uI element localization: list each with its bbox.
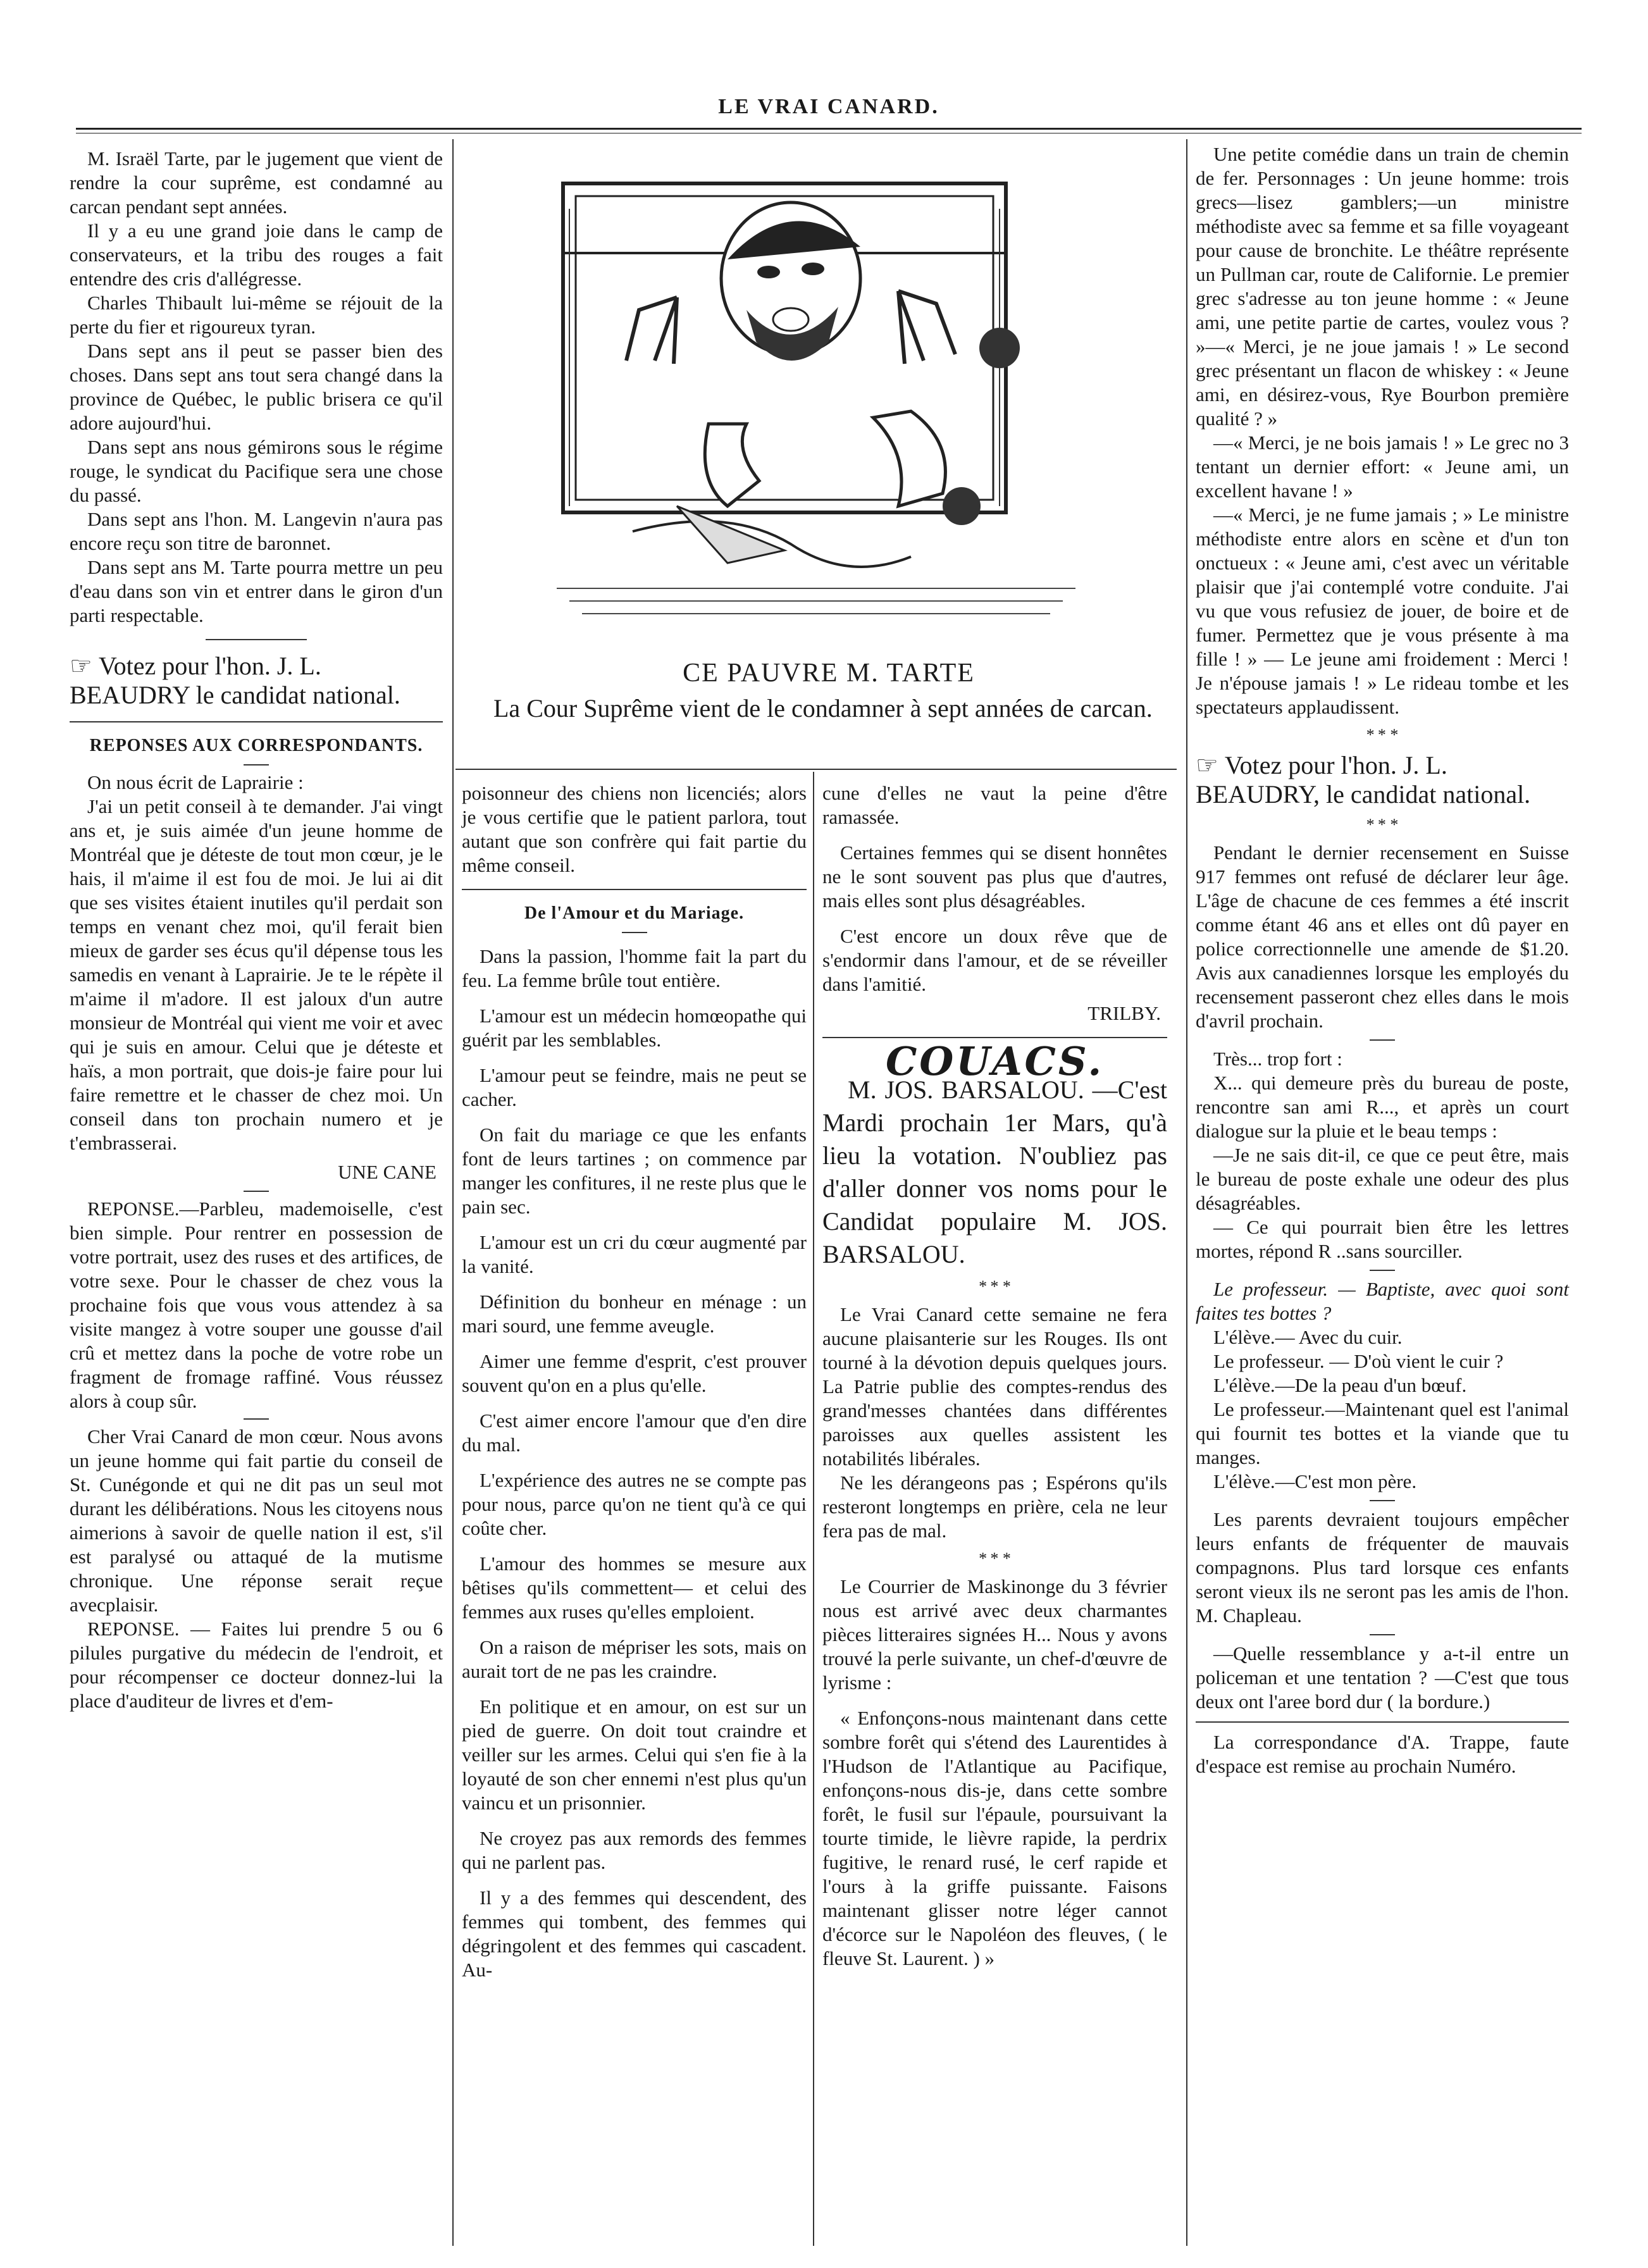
maxim: L'amour est un médecin homœopathe qui guérit par les semblables. <box>462 1005 807 1051</box>
article-paragraph: Dans sept ans M. Tarte pourra mettre un peu d'eau dans son vin et entrer dans le giron d'un parti respectable. <box>70 556 443 626</box>
signature: TRILBY. <box>1087 1002 1161 1024</box>
masthead-rule <box>76 128 1582 130</box>
maxim: Définition du bonheur en ménage : un mari sourd, une femme aveugle. <box>462 1291 807 1337</box>
vote-notice <box>70 652 443 710</box>
section-rule <box>1370 1270 1395 1271</box>
right-foot <box>873 411 945 506</box>
maxim: En politique et en amour, on est sur un pied de guerre. On doit tout craindre et veiller sur les armes. Celui qui s'en fie à la loyauté de son cher ennemi n'est plus qu'un vaincu et un prisonnier. <box>462 1695 807 1814</box>
section-rule <box>244 1418 269 1420</box>
column-3 <box>822 781 1167 1971</box>
section-rule <box>70 721 443 722</box>
section-heading: REPONSES AUX CORRESPONDANTS. <box>89 736 423 755</box>
maxim: Aimer une femme d'esprit, c'est prouver souvent qu'on en a plus qu'elle. <box>462 1350 807 1396</box>
article-paragraph: Dans sept ans il peut se passer bien des choses. Dans sept ans tout sera changé dans la province de Québec, le public brisera ce qu'il adore aujourd'hui. <box>70 340 443 434</box>
section-rule <box>244 1191 269 1192</box>
pointing-hand-icon: ☞ <box>1196 751 1218 779</box>
maxim: On a raison de mépriser les sots, mais on aurait tort de ne pas les craindre. <box>462 1636 807 1682</box>
section-rule <box>622 932 647 933</box>
article-paragraph: cune d'elles ne vaut la peine d'être ramassée. <box>822 782 1167 828</box>
article-paragraph: —« Merci, je ne fume jamais ; » Le ministre méthodiste entre alors en scène et d'un ton onctueux : « Jeune ami, c'est avec un véritable plaisir que j'ai contemplé votre conduite. J'ai vu que vous refusiez de jouer, de boire et de fumer. Permettez que je vous présente à ma fille ! » — Le jeune ami froidement : Merci ! Je n'épouse jamais ! » Le rideau tombe et les spectateurs applaudissent. <box>1196 504 1569 718</box>
section-heading-couacs: COUACS. <box>885 1038 1105 1084</box>
cartoon-caption: La Cour Suprême vient de le condamner à sept années de carcan. <box>493 694 1153 722</box>
column-2 <box>462 781 807 1982</box>
article-paragraph: —Quelle ressemblance y a-t-il entre un policeman et une tentation ? —C'est que tous deux ont l'aree bord dur ( la bordure.) <box>1196 1642 1569 1713</box>
cartoon-bottom-rule <box>455 769 1177 770</box>
article-paragraph: Ne les dérangeons pas ; Espérons qu'ils resteront longtemps en prière, cela ne leur fera pas de mal. <box>822 1472 1167 1542</box>
barsalou-notice <box>822 1074 1167 1271</box>
article-paragraph: Dans sept ans l'hon. M. Langevin n'aura pas encore reçu son titre de baronnet. <box>70 508 443 554</box>
letter-body: J'ai un petit conseil à te demander. J'ai vingt ans et, je suis aimée d'un jeune homme de Montréal que je déteste de tout mon cœur, je le hais, il m'aime il est fou de moi. Je lui ai dit que ses visites étaient inutiles qu'il perdait son temps en venant chez moi, qu'il ferait bien mieux de garder ses écus qu'il dépense tous les samedis en venant à Laprairie. Je te le répète il m'aime il m'adore. Il est jaloux d'un autre monsieur de Montréal qui vient me voir et avec qui je suis en amour. Celui que je déteste et haïs, a mon portrait, que dois-je faire pour lui faire remettre et le chasser de chez moi. Un conseil dans ton prochain numero et je t'embrasserai. <box>70 795 443 1154</box>
section-rule <box>1370 1634 1395 1635</box>
quote-paragraph: « Enfonçons-nous maintenant dans cette sombre forêt qui s'étend des Laurentides à l'Hudson de l'Atlantique au Pacifique, enfonçons-nous dis-je, dans cette sombre forêt, le fusil sur l'épaule, poursuivant la tourte timide, le lièvre rapide, la perdrix fugitive, le renard rusé, le cerf rapide et l'ours à la griffe puissante. Faisons maintenant glisser notre léger cannot d'écorce sur le Napoléon des fleuves, ( le fleuve St. Laurent. ) » <box>822 1707 1167 1969</box>
section-rule <box>244 764 269 765</box>
section-rule <box>1370 1039 1395 1041</box>
maxim: L'amour peut se feindre, mais ne peut se cacher. <box>462 1064 807 1110</box>
article-paragraph: Pendant le dernier recensement en Suisse 917 femmes ont refusé de déclarer leur âge. L'âge de chacune de ces femmes a été inscrit comme étant 46 ans et elles ont dû payer en police correctionnelle une amende de $1.20. Avis aux canadiennes lorsque les employés du recensement passeront chez elles dans le mois d'avril prochain. <box>1196 841 1569 1032</box>
asterism: * * * <box>1366 815 1399 834</box>
column-divider <box>1186 139 1187 2246</box>
maxim: L'amour est un cri du cœur augmenté par la vanité. <box>462 1231 807 1277</box>
asterism: * * * <box>1366 726 1399 744</box>
cartoon-title: CE PAUVRE M. TARTE <box>683 659 975 688</box>
letter-body: Cher Vrai Canard de mon cœur. Nous avons un jeune homme qui fait partie du conseil de St. Cunégonde et qui ne dit pas un seul mot durant les délibérations. Nous les citoyens nous aimerions à savoir de quelle nation il est, s'il est paralysé ou attaqué de la mutisme chronique. Une réponse serait reçue avecplaisir. <box>70 1425 443 1616</box>
maxim: Il y a des femmes qui descendent, des femmes qui tombent, des femmes qui dégringolent et des femmes qui cascadent. Au- <box>462 1887 807 1981</box>
left-foot <box>705 424 759 506</box>
column-4 <box>1196 142 1569 1778</box>
dialogue-line: Le professeur. — D'où vient le cuir ? <box>1213 1350 1504 1372</box>
maxim: L'expérience des autres ne se compte pas pour nous, parce qu'on ne tient qu'à ce qui coûte cher. <box>462 1469 807 1539</box>
dialogue-line: Le professeur. — Baptiste, avec quoi sont faites tes bottes ? <box>1196 1278 1569 1324</box>
article-paragraph: X... qui demeure près du bureau de poste, rencontre san ami R..., et après un court dialogue sur la pluie et le beau temps : <box>1196 1072 1569 1142</box>
pointing-hand-icon: ☞ <box>70 652 92 680</box>
ball <box>943 487 981 525</box>
dialogue-line: L'élève.—C'est mon père. <box>1213 1470 1417 1492</box>
maxim: C'est encore un doux rêve que de s'endormir dans l'amour, et de se réveiller dans l'amitié. <box>822 925 1167 995</box>
bird <box>677 506 784 563</box>
article-paragraph: Dans sept ans nous gémirons sous le régime rouge, le syndicat du Pacifique sera une chose du passé. <box>70 436 443 506</box>
section-heading: De l'Amour et du Mariage. <box>524 903 745 923</box>
section-rule <box>206 639 307 640</box>
barsalou-paragraph: M. JOS. BARSALOU. —C'est Mardi prochain 1er Mars, qu'à lieu la votation. N'oubliez pas d'aller donner vos noms pour le Candidat populaire M. JOS. BARSALOU. <box>822 1075 1167 1268</box>
reponse-paragraph: REPONSE.—Parbleu, mademoiselle, c'est bien simple. Pour rentrer en possession de votre portrait, usez des ruses et des artifices, de votre sexe. Pour le chasser de chez vous la prochaine fois que vous vous attendez à sa visite mangez à votre souper une gousse d'ail crû et mettez dans la poche de votre robe un fragment de fromage raffiné. Vous réussez alors à coup sûr. <box>70 1198 443 1412</box>
vote-notice-text: Votez pour l'hon. J. L. BEAUDRY, le candidat national. <box>1196 751 1531 809</box>
article-paragraph: Le Vrai Canard cette semaine ne fera aucune plaisanterie sur les Rouges. Ils ont tourné à la dévotion depuis quelques jours. La Patrie publie des comptes-rendus des grand'messes chantées dans différentes paroisses aux quelles assistent les notabilités libérales. <box>822 1303 1167 1470</box>
article-paragraph: poisonneur des chiens non licenciés; alors je vous certifie que le patient parlora, tout autant que son confrère qui fait partie du même conseil. <box>462 782 807 876</box>
article-paragraph: Charles Thibault lui-même se réjouit de la perte du fier et rigoureux tyran. <box>70 292 443 338</box>
dialogue-line: L'élève.—De la peau d'un bœuf. <box>1213 1374 1467 1396</box>
asterism: * * * <box>979 1277 1011 1296</box>
section-rule <box>462 889 807 890</box>
article-paragraph: Une petite comédie dans un train de chemin de fer. Personnages : Un jeune homme: trois grecs—lisez gamblers;—un ministre méthodiste avec sa femme et sa fille voyageant pour cause de bronchite. Le théâtre représente un Pullman car, route de Californie. Le premier grec s'adresse au ton jeune homme : « Jeune ami, une petite partie de cartes, voulez vous ? »—« Merci, je ne joue jamais ! » Le second grec présentant un flacon de whiskey : « Jeune ami, en désirez-vous, Rye Bourbon première qualité ? » <box>1196 143 1569 430</box>
maxim: L'amour des hommes se mesure aux bêtises qu'ils commettent— et celui des femmes aux ruses qu'elles emploient. <box>462 1552 807 1623</box>
dialogue-line: L'élève.— Avec du cuir. <box>1213 1326 1403 1348</box>
reponse-paragraph: REPONSE. — Faites lui prendre 5 ou 6 pilules purgative du médecin de l'endroit, et pour récompenser ce docteur donnez-lui la place d'auditeur de livres et d'em- <box>70 1618 443 1712</box>
article-paragraph: M. Israël Tarte, par le jugement que vient de rendre la cour suprême, est condamné au carcan pendant sept années. <box>70 147 443 218</box>
article-paragraph: —« Merci, je ne bois jamais ! » Le grec no 3 tentant un dernier effort: « Jeune ami, un excellent havane ! » <box>1196 431 1569 502</box>
dialogue-line: Le professeur.—Maintenant quel est l'animal qui fournit tes bottes et la viande que tu manges. <box>1196 1398 1569 1468</box>
masthead-title: LE VRAI CANARD. <box>718 95 939 118</box>
section-rule <box>1196 1721 1569 1723</box>
maxim: Ne croyez pas aux remords des femmes qui ne parlent pas. <box>462 1827 807 1873</box>
asterism: * * * <box>979 1549 1011 1568</box>
lock <box>979 328 1020 368</box>
vote-notice-text: Votez pour l'hon. J. L. BEAUDRY le candidat national. <box>70 652 400 709</box>
vote-notice <box>1196 751 1569 809</box>
article-paragraph: Le Courrier de Maskinonge du 3 février nous est arrivé avec deux charmantes pièces litteraires signées H... Nous y avons trouvé la perle suivante, un chef-d'œuvre de lyrisme : <box>822 1575 1167 1694</box>
letter-signature: UNE CANE <box>338 1161 437 1183</box>
article-paragraph: —Je ne sais dit-il, ce que ce peut être, mais le bureau de poste exhale une odeur des plus désagréables. <box>1196 1144 1569 1214</box>
left-hand <box>626 297 677 364</box>
maxim: On fait du mariage ce que les enfants font de leurs tartines ; on commence par manger les confitures, il ne reste plus que le pain sec. <box>462 1124 807 1218</box>
masthead <box>76 95 1582 133</box>
right-hand <box>898 291 955 364</box>
section-rule <box>1370 1500 1395 1501</box>
maxim: C'est aimer encore l'amour que d'en dire du mal. <box>462 1410 807 1456</box>
column-divider <box>452 139 454 2246</box>
cartoon-illustration <box>519 152 1126 645</box>
column-divider <box>813 772 814 2246</box>
article-paragraph: — Ce qui pourrait bien être les lettres mortes, répond R ..sans sourciller. <box>1196 1216 1569 1262</box>
article-paragraph: Il y a eu une grand joie dans le camp de conservateurs, et la tribu des rouges a fait entendre des cris d'allégresse. <box>70 220 443 290</box>
maxim: Dans la passion, l'homme fait la part du feu. La femme brûle tout entière. <box>462 945 807 991</box>
anecdote-title: Très... trop fort : <box>1213 1048 1342 1070</box>
maxim: Certaines femmes qui se disent honnêtes ne le sont souvent pas plus que d'autres, mais elles sont plus désagréables. <box>822 841 1167 912</box>
column-1 <box>70 147 443 1713</box>
article-paragraph: Les parents devraient toujours empêcher leurs enfants de fréquenter de mauvais compagnons. Plus tard lorsque ces enfants seront vieux ils ne seront pas les amis de l'hon. M. Chapleau. <box>1196 1508 1569 1627</box>
article-paragraph: La correspondance d'A. Trappe, faute d'espace est remise au prochain Numéro. <box>1196 1731 1569 1777</box>
letter-intro: On nous écrit de Laprairie : <box>87 771 304 793</box>
